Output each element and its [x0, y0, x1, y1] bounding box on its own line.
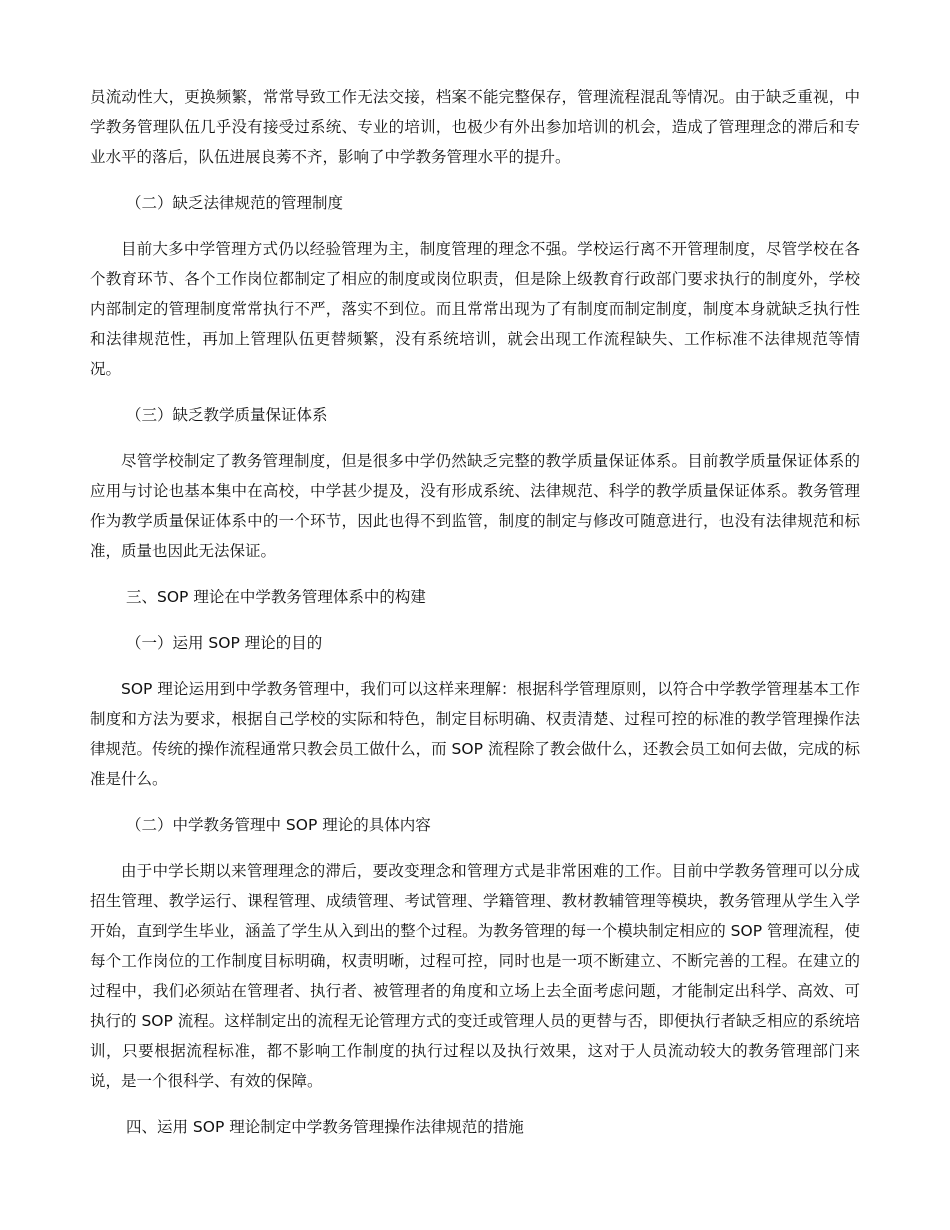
- subheading-sop-purpose: （一）运用 SOP 理论的目的: [126, 634, 323, 652]
- paragraph-sop-purpose: SOP 理论运用到中学教务管理中，我们可以这样来理解：根据科学管理原则，以符合中学教学管理基本工作制度和方法为要求，根据自己学校的实际和特色，制定目标明确、权责清楚、过程可控的标准的教学管理操作法律规范。传统的操作流程通常只教会员工做什么，而 SOP 流程除了教会做什么，还教会员工如何去做，完成的标准是什么。: [90, 680, 860, 788]
- paragraph-management-system: 目前大多中学管理方式仍以经验管理为主，制度管理的理念不强。学校运行离不开管理制度，尽管学校在各个教育环节、各个工作岗位都制定了相应的制度或岗位职责，但是除上级教育行政部门要求执行的制度外，学校内部制定的管理制度常常执行不严，落实不到位。而且常常出现为了有制度而制定制度，制度本身就缺乏执行性和法律规范性，再加上管理队伍更替频繁，没有系统培训，就会出现工作流程缺失、工作标准不法律规范等情况。: [90, 240, 860, 378]
- paragraph-quality-assurance: 尽管学校制定了教务管理制度，但是很多中学仍然缺乏完整的教学质量保证体系。目前教学质量保证体系的应用与讨论也基本集中在高校，中学甚少提及，没有形成系统、法律规范、科学的教学质量保证体系。教务管理作为教学质量保证体系中的一个环节，因此也得不到监管，制度的制定与修改可随意进行，也没有法律规范和标准，质量也因此无法保证。: [90, 452, 860, 560]
- subheading-lack-of-regulations: （二）缺乏法律规范的管理制度: [126, 194, 344, 212]
- document-page: [90, 82, 860, 1158]
- paragraph-staff-turnover: 员流动性大，更换频繁，常常导致工作无法交接，档案不能完整保存，管理流程混乱等情况。由于缺乏重视，中学教务管理队伍几乎没有接受过系统、专业的培训，也极少有外出参加培训的机会，造成了管理理念的滞后和专业水平的落后，队伍进展良莠不齐，影响了中学教务管理水平的提升。: [90, 88, 860, 166]
- subheading-sop-content: （二）中学教务管理中 SOP 理论的具体内容: [126, 816, 431, 834]
- subheading-quality-assurance: （三）缺乏教学质量保证体系: [126, 406, 328, 424]
- paragraph-sop-content: 由于中学长期以来管理理念的滞后，要改变理念和管理方式是非常困难的工作。目前中学教务管理可以分成招生管理、教学运行、课程管理、成绩管理、考试管理、学籍管理、教材教辅管理等模块，教务管理从学生入学开始，直到学生毕业，涵盖了学生从入到出的整个过程。为教务管理的每一个模块制定相应的 SOP 管理流程，使每个工作岗位的工作制度目标明确，权责明晰，过程可控，同时也是一项不断建立、不断完善的工程。在建立的过程中，我们必须站在管理者、执行者、被管理者的角度和立场上去全面考虑问题，才能制定出科学、高效、可执行的 SOP 流程。这样制定出的流程无论管理方式的变迁或管理人员的更替与否，即便执行者缺乏相应的系统培训，只要根据流程标准，都不影响工作制度的执行过程以及执行效果，这对于人员流动较大的教务管理部门来说，是一个很科学、有效的保障。: [90, 862, 860, 1090]
- section-heading-sop-construction: 三、SOP 理论在中学教务管理体系中的构建: [126, 588, 426, 606]
- section-heading-sop-measures: 四、运用 SOP 理论制定中学教务管理操作法律规范的措施: [126, 1118, 524, 1136]
